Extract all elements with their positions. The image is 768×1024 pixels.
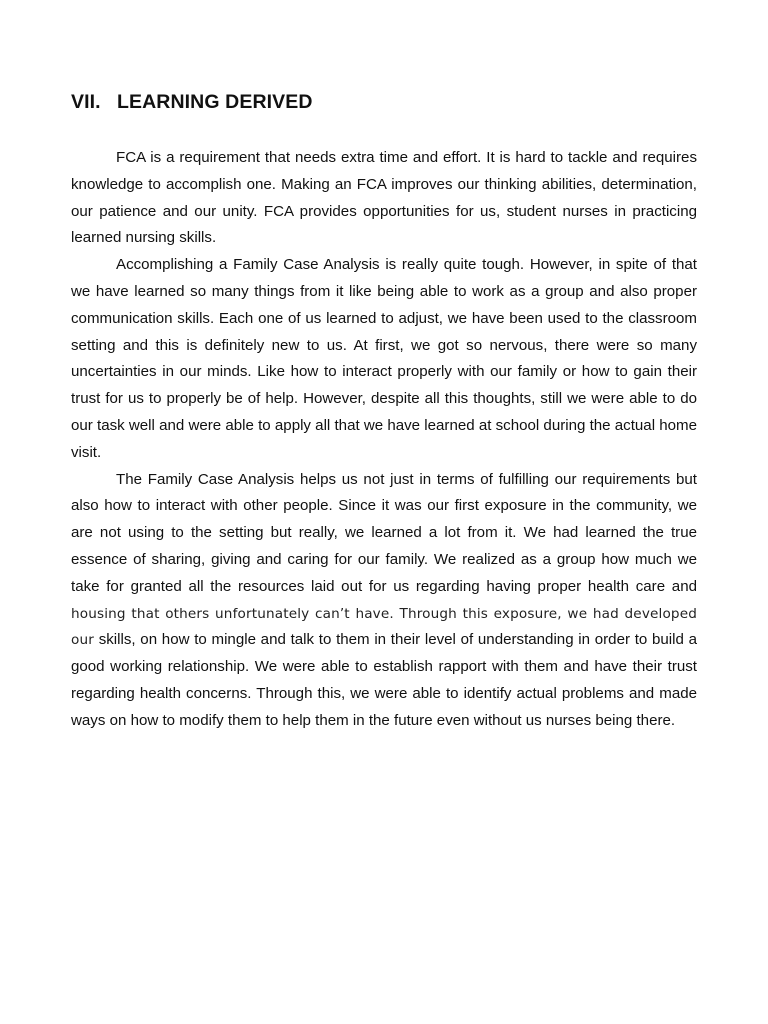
paragraph-3 [71, 467, 697, 735]
document-page [71, 88, 697, 735]
paragraph-3-part-2: skills, on how to mingle and talk to them in their level of understanding in order to build a good working relationship. We were able to establish rapport with them and have their trust regarding health concerns. Through this, we were able to identify actual problems and made ways on how to modify them to help them in the future even without us nurses being there. [71, 631, 697, 729]
paragraph-2: Accomplishing a Family Case Analysis is really quite tough. However, in spite of that we have learned so many things from it like being able to work as a group and also proper communication skills. Each one of us learned to adjust, we have been used to the classroom setting and this is definitely new to us. At first, we got so nervous, there were so many uncertainties in our minds. Like how to interact properly with our family or how to gain their trust for us to properly be of help. However, despite all this thoughts, still we were able to do our task well and were able to apply all that we have learned at school during the actual home visit. [71, 256, 697, 461]
paragraph-1: FCA is a requirement that needs extra time and effort. It is hard to tackle and requires knowledge to accomplish one. Making an FCA improves our thinking abilities, determination, our patience and our unity. FCA provides opportunities for us, student nurses in practicing learned nursing skills. [71, 149, 697, 247]
paragraph-3-part-1: The Family Case Analysis helps us not just in terms of fulfilling our requirements but also how to interact with other people. Since it was our first exposure in the community, we are not using to the setting but really, we learned a lot from it. We had learned the true essence of sharing, giving and caring for our family. We realized as a group how much we take for granted all the resources laid out for us regarding having proper health care and [71, 470, 697, 595]
section-body [71, 145, 697, 735]
section-number: VII. [71, 91, 101, 113]
section-title: LEARNING DERIVED [117, 91, 313, 113]
section-heading [71, 88, 697, 116]
paragraph-3-alt-font-line: housing that others unfortunately can’t have. Through this exposure, we had developed our [71, 605, 697, 649]
